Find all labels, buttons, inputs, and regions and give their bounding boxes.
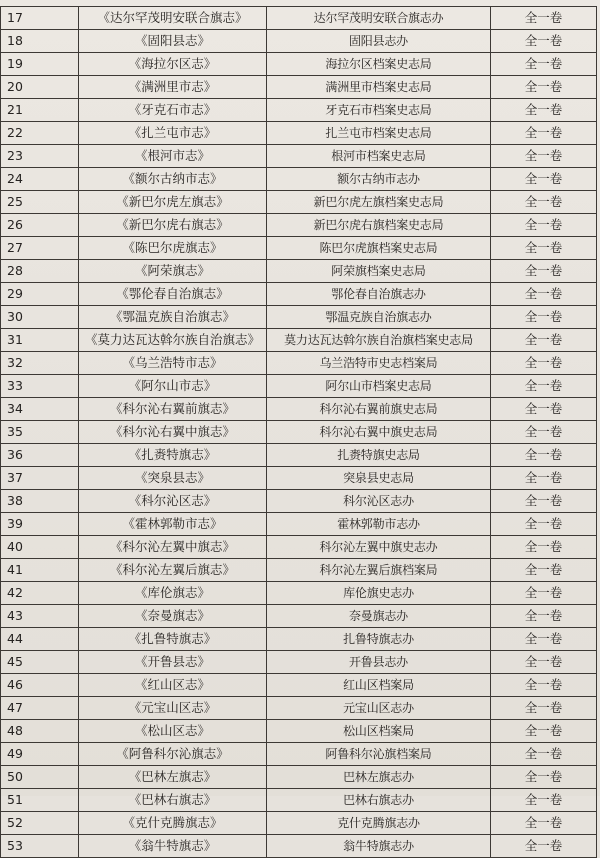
book-title: 《突泉县志》: [79, 467, 267, 490]
book-title: 《科尔沁区志》: [79, 490, 267, 513]
compiling-organization: 陈巴尔虎旗档案史志局: [267, 237, 491, 260]
row-number: 26: [1, 214, 79, 237]
table-row: [1, 651, 597, 674]
table-row: [1, 559, 597, 582]
row-number: 34: [1, 398, 79, 421]
row-number: 38: [1, 490, 79, 513]
row-number: 23: [1, 145, 79, 168]
book-title: 《海拉尔区志》: [79, 53, 267, 76]
volume-scope: 全一卷: [491, 513, 597, 536]
table-row: [1, 398, 597, 421]
volume-scope: 全一卷: [491, 628, 597, 651]
row-number: 33: [1, 375, 79, 398]
table-row: [1, 237, 597, 260]
table-row: [1, 582, 597, 605]
compiling-organization: 满洲里市档案史志局: [267, 76, 491, 99]
compiling-organization: 科尔沁右翼前旗史志局: [267, 398, 491, 421]
volume-scope: 全一卷: [491, 789, 597, 812]
table-row: [1, 628, 597, 651]
table-row: [1, 145, 597, 168]
row-number: 20: [1, 76, 79, 99]
volume-scope: 全一卷: [491, 375, 597, 398]
table-row: [1, 191, 597, 214]
volume-scope: 全一卷: [491, 329, 597, 352]
volume-scope: 全一卷: [491, 191, 597, 214]
table-row: [1, 766, 597, 789]
volume-scope: 全一卷: [491, 7, 597, 30]
compiling-organization: 鄂伦春自治旗志办: [267, 283, 491, 306]
volume-scope: 全一卷: [491, 30, 597, 53]
book-title: 《扎赉特旗志》: [79, 444, 267, 467]
volume-scope: 全一卷: [491, 490, 597, 513]
volume-scope: 全一卷: [491, 145, 597, 168]
volume-scope: 全一卷: [491, 99, 597, 122]
compiling-organization: 额尔古纳市志办: [267, 168, 491, 191]
table-row: [1, 260, 597, 283]
compiling-organization: 红山区档案局: [267, 674, 491, 697]
row-number: 39: [1, 513, 79, 536]
compiling-organization: 乌兰浩特市史志档案局: [267, 352, 491, 375]
table-row: [1, 743, 597, 766]
table-row: [1, 122, 597, 145]
book-title: 《翁牛特旗志》: [79, 835, 267, 858]
row-number: 29: [1, 283, 79, 306]
table-row: [1, 53, 597, 76]
volume-scope: 全一卷: [491, 835, 597, 858]
table-row: [1, 444, 597, 467]
row-number: 28: [1, 260, 79, 283]
compiling-organization: 达尔罕茂明安联合旗志办: [267, 7, 491, 30]
compiling-organization: 扎赉特旗史志局: [267, 444, 491, 467]
compiling-organization: 元宝山区志办: [267, 697, 491, 720]
table-row: [1, 99, 597, 122]
row-number: 27: [1, 237, 79, 260]
records-table: [0, 6, 597, 858]
book-title: 《阿尔山市志》: [79, 375, 267, 398]
book-title: 《新巴尔虎右旗志》: [79, 214, 267, 237]
volume-scope: 全一卷: [491, 398, 597, 421]
book-title: 《陈巴尔虎旗志》: [79, 237, 267, 260]
book-title: 《扎鲁特旗志》: [79, 628, 267, 651]
volume-scope: 全一卷: [491, 352, 597, 375]
volume-scope: 全一卷: [491, 720, 597, 743]
volume-scope: 全一卷: [491, 536, 597, 559]
compiling-organization: 翁牛特旗志办: [267, 835, 491, 858]
table-row: [1, 283, 597, 306]
row-number: 48: [1, 720, 79, 743]
book-title: 《开鲁县志》: [79, 651, 267, 674]
book-title: 《阿鲁科尔沁旗志》: [79, 743, 267, 766]
book-title: 《新巴尔虎左旗志》: [79, 191, 267, 214]
table-row: [1, 306, 597, 329]
row-number: 22: [1, 122, 79, 145]
row-number: 50: [1, 766, 79, 789]
row-number: 46: [1, 674, 79, 697]
table-row: [1, 30, 597, 53]
book-title: 《根河市志》: [79, 145, 267, 168]
row-number: 51: [1, 789, 79, 812]
book-title: 《霍林郭勒市志》: [79, 513, 267, 536]
book-title: 《牙克石市志》: [79, 99, 267, 122]
book-title: 《红山区志》: [79, 674, 267, 697]
book-title: 《巴林右旗志》: [79, 789, 267, 812]
compiling-organization: 阿鲁科尔沁旗档案局: [267, 743, 491, 766]
compiling-organization: 库伦旗史志办: [267, 582, 491, 605]
table-row: [1, 697, 597, 720]
book-title: 《元宝山区志》: [79, 697, 267, 720]
book-title: 《达尔罕茂明安联合旗志》: [79, 7, 267, 30]
book-title: 《鄂伦春自治旗志》: [79, 283, 267, 306]
volume-scope: 全一卷: [491, 237, 597, 260]
compiling-organization: 新巴尔虎右旗档案史志局: [267, 214, 491, 237]
table-row: [1, 674, 597, 697]
row-number: 44: [1, 628, 79, 651]
volume-scope: 全一卷: [491, 582, 597, 605]
row-number: 41: [1, 559, 79, 582]
volume-scope: 全一卷: [491, 674, 597, 697]
book-title: 《奈曼旗志》: [79, 605, 267, 628]
records-table-body: [1, 7, 597, 858]
book-title: 《莫力达瓦达斡尔族自治旗志》: [79, 329, 267, 352]
book-title: 《巴林左旗志》: [79, 766, 267, 789]
compiling-organization: 海拉尔区档案史志局: [267, 53, 491, 76]
row-number: 17: [1, 7, 79, 30]
row-number: 49: [1, 743, 79, 766]
compiling-organization: 新巴尔虎左旗档案史志局: [267, 191, 491, 214]
row-number: 47: [1, 697, 79, 720]
compiling-organization: 突泉县史志局: [267, 467, 491, 490]
volume-scope: 全一卷: [491, 743, 597, 766]
book-title: 《科尔沁右翼中旗志》: [79, 421, 267, 444]
table-row: [1, 76, 597, 99]
table-row: [1, 812, 597, 835]
volume-scope: 全一卷: [491, 306, 597, 329]
book-title: 《松山区志》: [79, 720, 267, 743]
volume-scope: 全一卷: [491, 53, 597, 76]
volume-scope: 全一卷: [491, 697, 597, 720]
compiling-organization: 阿尔山市档案史志局: [267, 375, 491, 398]
compiling-organization: 克什克腾旗志办: [267, 812, 491, 835]
row-number: 25: [1, 191, 79, 214]
compiling-organization: 奈曼旗志办: [267, 605, 491, 628]
table-row: [1, 605, 597, 628]
volume-scope: 全一卷: [491, 766, 597, 789]
compiling-organization: 开鲁县志办: [267, 651, 491, 674]
table-row: [1, 352, 597, 375]
volume-scope: 全一卷: [491, 651, 597, 674]
compiling-organization: 阿荣旗档案史志局: [267, 260, 491, 283]
table-row: [1, 789, 597, 812]
compiling-organization: 巴林右旗志办: [267, 789, 491, 812]
row-number: 19: [1, 53, 79, 76]
volume-scope: 全一卷: [491, 260, 597, 283]
volume-scope: 全一卷: [491, 421, 597, 444]
book-title: 《科尔沁左翼后旗志》: [79, 559, 267, 582]
row-number: 52: [1, 812, 79, 835]
book-title: 《满洲里市志》: [79, 76, 267, 99]
row-number: 31: [1, 329, 79, 352]
book-title: 《库伦旗志》: [79, 582, 267, 605]
row-number: 43: [1, 605, 79, 628]
compiling-organization: 根河市档案史志局: [267, 145, 491, 168]
table-row: [1, 536, 597, 559]
book-title: 《扎兰屯市志》: [79, 122, 267, 145]
book-title: 《克什克腾旗志》: [79, 812, 267, 835]
table-row: [1, 7, 597, 30]
volume-scope: 全一卷: [491, 122, 597, 145]
row-number: 32: [1, 352, 79, 375]
table-row: [1, 421, 597, 444]
compiling-organization: 科尔沁左翼后旗档案局: [267, 559, 491, 582]
book-title: 《鄂温克族自治旗志》: [79, 306, 267, 329]
table-row: [1, 490, 597, 513]
table-row: [1, 467, 597, 490]
volume-scope: 全一卷: [491, 444, 597, 467]
compiling-organization: 莫力达瓦达斡尔族自治旗档案史志局: [267, 329, 491, 352]
row-number: 24: [1, 168, 79, 191]
compiling-organization: 牙克石市档案史志局: [267, 99, 491, 122]
row-number: 36: [1, 444, 79, 467]
book-title: 《乌兰浩特市志》: [79, 352, 267, 375]
table-row: [1, 329, 597, 352]
compiling-organization: 科尔沁右翼中旗史志局: [267, 421, 491, 444]
table-row: [1, 513, 597, 536]
row-number: 18: [1, 30, 79, 53]
book-title: 《固阳县志》: [79, 30, 267, 53]
table-row: [1, 375, 597, 398]
volume-scope: 全一卷: [491, 812, 597, 835]
compiling-organization: 科尔沁区志办: [267, 490, 491, 513]
volume-scope: 全一卷: [491, 467, 597, 490]
compiling-organization: 霍林郭勒市志办: [267, 513, 491, 536]
volume-scope: 全一卷: [491, 168, 597, 191]
book-title: 《科尔沁右翼前旗志》: [79, 398, 267, 421]
volume-scope: 全一卷: [491, 283, 597, 306]
volume-scope: 全一卷: [491, 214, 597, 237]
book-title: 《科尔沁左翼中旗志》: [79, 536, 267, 559]
table-row: [1, 835, 597, 858]
row-number: 53: [1, 835, 79, 858]
book-title: 《阿荣旗志》: [79, 260, 267, 283]
row-number: 45: [1, 651, 79, 674]
row-number: 21: [1, 99, 79, 122]
compiling-organization: 科尔沁左翼中旗史志办: [267, 536, 491, 559]
row-number: 37: [1, 467, 79, 490]
row-number: 40: [1, 536, 79, 559]
book-title: 《额尔古纳市志》: [79, 168, 267, 191]
volume-scope: 全一卷: [491, 76, 597, 99]
row-number: 42: [1, 582, 79, 605]
compiling-organization: 鄂温克族自治旗志办: [267, 306, 491, 329]
compiling-organization: 松山区档案局: [267, 720, 491, 743]
compiling-organization: 固阳县志办: [267, 30, 491, 53]
volume-scope: 全一卷: [491, 605, 597, 628]
volume-scope: 全一卷: [491, 559, 597, 582]
compiling-organization: 巴林左旗志办: [267, 766, 491, 789]
table-row: [1, 720, 597, 743]
compiling-organization: 扎鲁特旗志办: [267, 628, 491, 651]
row-number: 35: [1, 421, 79, 444]
table-row: [1, 214, 597, 237]
table-row: [1, 168, 597, 191]
row-number: 30: [1, 306, 79, 329]
compiling-organization: 扎兰屯市档案史志局: [267, 122, 491, 145]
